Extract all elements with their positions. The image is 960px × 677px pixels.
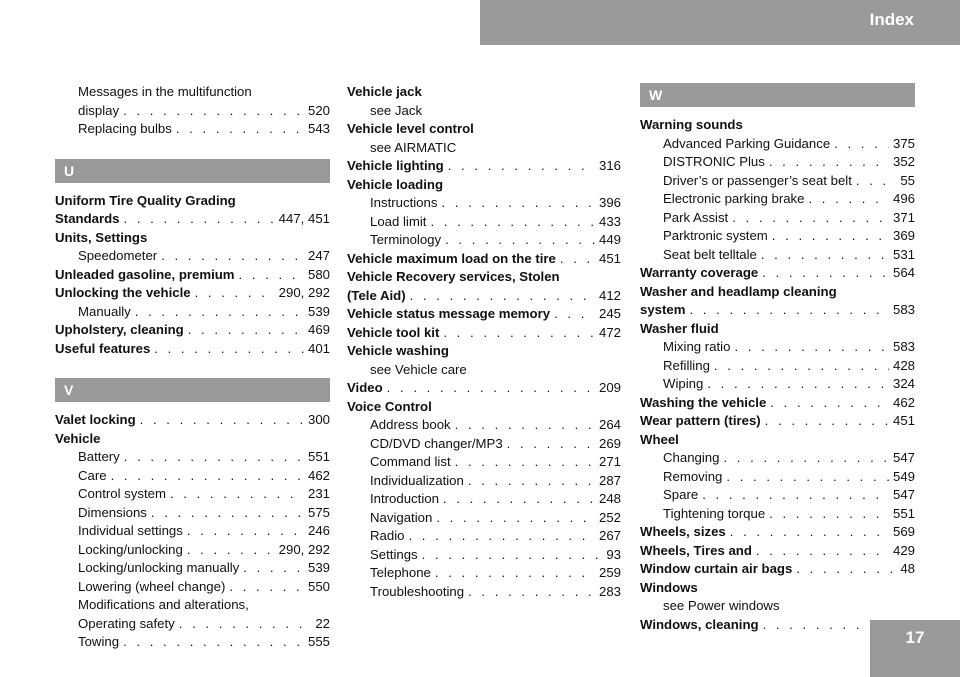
dot-leader: [468, 472, 595, 491]
dot-leader: [187, 541, 275, 560]
index-entry: [347, 83, 621, 102]
index-entry: [640, 523, 915, 542]
entry-label: Settings: [370, 546, 418, 562]
page-reference: 469: [307, 322, 330, 337]
index-column-1: [55, 83, 330, 652]
entry-label: Vehicle loading: [347, 176, 444, 192]
dot-leader: [135, 303, 304, 322]
entry-label: Lowering (wheel change): [78, 578, 226, 594]
page-reference: 271: [598, 454, 621, 469]
dot-leader: [229, 578, 304, 597]
entry-label: DISTRONIC Plus: [663, 154, 765, 169]
dot-leader: [443, 324, 595, 343]
dot-leader: [560, 250, 595, 269]
dot-leader: [170, 485, 304, 504]
entry-label: Unleaded gasoline, premium: [55, 266, 235, 282]
entry-label: Tightening torque: [663, 505, 766, 521]
entry-label: Wheels, Tires and: [640, 542, 752, 558]
page-reference: 48: [900, 561, 915, 576]
entry-label: Dimensions: [78, 504, 147, 520]
dot-leader: [554, 305, 595, 324]
dot-leader: [187, 522, 304, 541]
page-reference: 22: [315, 615, 330, 631]
entry-label: Locking/unlocking: [78, 541, 183, 557]
dot-leader: [769, 153, 889, 172]
index-entry: [347, 287, 621, 306]
entry-label: see Jack: [370, 102, 423, 118]
index-entry: [347, 305, 621, 324]
entry-label: Troubleshooting: [370, 583, 465, 599]
index-column-3: [640, 83, 915, 634]
header-band: [480, 0, 960, 45]
entry-label: Warning sounds: [640, 117, 743, 132]
dot-leader: [734, 338, 889, 357]
dot-leader: [730, 523, 889, 542]
index-subentry: [347, 194, 621, 213]
entry-label: see Power windows: [663, 598, 780, 613]
index-entry: [640, 283, 915, 302]
index-subentry: [640, 505, 915, 524]
dot-leader: [410, 287, 595, 306]
page-number: 17: [905, 628, 925, 647]
dot-leader: [140, 411, 304, 430]
entry-label: Manually: [78, 303, 131, 319]
index-subentry: [640, 227, 915, 246]
dot-leader: [123, 102, 304, 121]
entry-label: Towing: [78, 634, 120, 649]
index-subentry: [55, 102, 330, 121]
dot-leader: [195, 284, 275, 303]
index-subentry: [55, 504, 330, 523]
entry-label: Advanced Parking Guidance: [663, 135, 831, 151]
entry-label: Electronic parking brake: [663, 191, 805, 206]
index-entry: [55, 266, 330, 285]
entry-label: Unlocking the vehicle: [55, 285, 191, 300]
dot-leader: [441, 194, 595, 213]
page-reference: 550: [307, 578, 330, 594]
index-entry: [55, 321, 330, 340]
index-subentry: [347, 435, 621, 454]
dot-leader: [796, 560, 896, 579]
index-entry: [640, 116, 915, 135]
dot-leader: [124, 210, 275, 229]
entry-label: Terminology: [370, 232, 442, 247]
page-reference: 429: [892, 542, 915, 558]
entry-label: Individualization: [370, 472, 464, 488]
dot-leader: [765, 412, 889, 431]
index-subentry: [347, 583, 621, 602]
entry-label: Individual settings: [78, 523, 183, 538]
page-reference: 290, 292: [278, 285, 330, 300]
index-entry: [640, 320, 915, 339]
dot-leader: [468, 583, 595, 602]
entry-label: Refilling: [663, 357, 710, 373]
dot-leader: [455, 416, 595, 435]
section-header-u: U: [55, 159, 330, 183]
entry-label: Warranty coverage: [640, 265, 759, 280]
entry-label: Mixing ratio: [663, 339, 731, 354]
dot-leader: [756, 542, 889, 561]
entry-label: Wheels, sizes: [640, 524, 726, 539]
page-reference: 252: [598, 509, 621, 525]
index-entry: [347, 176, 621, 195]
entry-label: Uniform Tire Quality Grading: [55, 192, 236, 208]
page-reference: 449: [598, 232, 621, 247]
dot-leader: [422, 546, 603, 565]
page-reference: 375: [892, 135, 915, 151]
index-subentry: [640, 172, 915, 191]
index-subentry: [640, 209, 915, 228]
index-subentry: [640, 153, 915, 172]
index-entry: [640, 542, 915, 561]
page-reference: 551: [307, 449, 330, 464]
page-reference: 583: [892, 302, 915, 317]
index-subentry: [347, 564, 621, 583]
entry-label: Instructions: [370, 195, 438, 210]
page-reference: 547: [892, 487, 915, 502]
index-entry: [347, 157, 621, 176]
entry-label: Standards: [55, 211, 120, 226]
entry-label: Speedometer: [78, 248, 158, 263]
index-subentry: [55, 633, 330, 652]
section-header-w: W: [640, 83, 915, 107]
entry-label: Load limit: [370, 213, 427, 229]
entry-label: Command list: [370, 454, 451, 469]
page-reference: 462: [892, 394, 915, 410]
page-reference: 555: [307, 634, 330, 649]
page-reference: 290, 292: [278, 541, 330, 557]
dot-leader: [808, 190, 889, 209]
entry-label: Changing: [663, 450, 720, 465]
index-subentry: [640, 135, 915, 154]
dot-leader: [111, 467, 304, 486]
dot-leader: [154, 340, 304, 359]
index-subentry: [640, 246, 915, 265]
dot-leader: [161, 247, 304, 266]
page-reference: 369: [892, 228, 915, 243]
index-subentry: [640, 468, 915, 487]
entry-label: Battery: [78, 449, 120, 464]
index-subentry: [640, 357, 915, 376]
index-subentry: [347, 102, 621, 121]
dot-leader: [769, 505, 889, 524]
page-reference: 259: [598, 565, 621, 580]
dot-leader: [435, 564, 595, 583]
dot-leader: [151, 504, 304, 523]
index-subentry: [55, 303, 330, 322]
index-subentry: [347, 546, 621, 565]
dot-leader: [243, 559, 304, 578]
dot-leader: [179, 615, 312, 634]
page-reference: 93: [606, 546, 621, 562]
dot-leader: [176, 120, 304, 139]
dot-leader: [702, 486, 889, 505]
dot-leader: [762, 264, 889, 283]
entry-label: Wear pattern (tires): [640, 413, 761, 428]
dot-leader: [408, 527, 595, 546]
dot-leader: [714, 357, 889, 376]
page-reference: 547: [892, 450, 915, 465]
page-reference: 462: [307, 467, 330, 483]
page-reference: 55: [900, 172, 915, 188]
index-subentry: [55, 541, 330, 560]
dot-leader: [856, 172, 896, 191]
entry-label: system: [640, 302, 686, 317]
index-subentry: [347, 139, 621, 158]
index-entry: [347, 250, 621, 269]
index-entry: [55, 210, 330, 229]
index-entry: [347, 268, 621, 287]
entry-label: Vehicle: [55, 430, 101, 446]
entry-label: Valet locking: [55, 412, 136, 427]
index-entry: [347, 120, 621, 139]
page-reference: 531: [892, 246, 915, 262]
index-subentry: [640, 486, 915, 505]
index-entry: [55, 340, 330, 359]
index-entry: [640, 264, 915, 283]
entry-label: Radio: [370, 528, 405, 543]
dot-leader: [726, 468, 889, 487]
index-subentry: [640, 375, 915, 394]
page-reference: 451: [598, 250, 621, 266]
dot-leader: [772, 227, 889, 246]
page-reference: 447, 451: [278, 211, 330, 226]
entry-label: Vehicle washing: [347, 343, 449, 358]
entry-label: Vehicle level control: [347, 121, 474, 136]
dot-leader: [387, 379, 595, 398]
entry-label: Wiping: [663, 376, 704, 391]
dot-leader: [445, 231, 595, 250]
index-entry: [640, 579, 915, 598]
page-reference: 245: [598, 306, 621, 321]
index-subentry: [55, 83, 330, 102]
index-entry: [347, 379, 621, 398]
dot-leader: [123, 633, 304, 652]
page-reference: 300: [307, 412, 330, 427]
dot-leader: [707, 375, 889, 394]
index-entry: [347, 342, 621, 361]
index-entry: [347, 398, 621, 417]
dot-leader: [689, 301, 889, 320]
entry-label: Vehicle Recovery services, Stolen: [347, 269, 560, 284]
index-column-2: [347, 83, 621, 601]
index-subentry: [347, 416, 621, 435]
entry-label: see Vehicle care: [370, 361, 467, 377]
index-subentry: [640, 190, 915, 209]
dot-leader: [723, 449, 889, 468]
page-reference: 564: [892, 265, 915, 280]
entry-label: Seat belt telltale: [663, 246, 757, 262]
index-subentry: [640, 449, 915, 468]
entry-label: Care: [78, 467, 107, 483]
entry-label: Washer fluid: [640, 320, 719, 336]
dot-leader: [188, 321, 304, 340]
page-reference: 539: [307, 560, 330, 575]
page-reference: 433: [598, 213, 621, 229]
index-entry: [55, 229, 330, 248]
index-subentry: [55, 467, 330, 486]
dot-leader: [834, 135, 889, 154]
page-title: Index: [869, 10, 914, 29]
index-subentry: [347, 231, 621, 250]
index-entry: [640, 394, 915, 413]
index-entry: [640, 431, 915, 450]
entry-label: Messages in the multifunction: [78, 84, 252, 99]
entry-label: Units, Settings: [55, 229, 148, 245]
page-reference: 543: [307, 121, 330, 136]
entry-label: Window curtain air bags: [640, 561, 793, 576]
index-subentry: [347, 490, 621, 509]
dot-leader: [436, 509, 595, 528]
index-entry: [55, 411, 330, 430]
entry-label: Voice Control: [347, 398, 432, 414]
entry-label: Telephone: [370, 565, 431, 580]
index-entry: [347, 324, 621, 343]
index-entry: [640, 560, 915, 579]
index-entry: [55, 284, 330, 303]
entry-label: Navigation: [370, 509, 433, 525]
page-reference: 428: [892, 357, 915, 373]
index-entry: [640, 301, 915, 320]
index-subentry: [55, 559, 330, 578]
entry-label: Upholstery, cleaning: [55, 322, 184, 337]
entry-label: Useful features: [55, 340, 151, 356]
index-subentry: [55, 578, 330, 597]
index-subentry: [347, 213, 621, 232]
entry-label: see AIRMATIC: [370, 139, 457, 155]
page-reference: 472: [598, 324, 621, 340]
page-reference: 269: [598, 435, 621, 451]
entry-label: Park Assist: [663, 209, 729, 225]
entry-label: Control system: [78, 486, 166, 501]
page-reference: 267: [598, 528, 621, 543]
index-subentry: [55, 120, 330, 139]
index-subentry: [55, 522, 330, 541]
page-number-box: [870, 620, 960, 677]
dot-leader: [761, 246, 889, 265]
index-subentry: [640, 338, 915, 357]
index-subentry: [640, 597, 915, 616]
entry-label: CD/DVD changer/MP3: [370, 435, 503, 451]
page-reference: 549: [892, 468, 915, 484]
dot-leader: [732, 209, 889, 228]
page-reference: 247: [307, 248, 330, 263]
page-reference: 569: [892, 524, 915, 539]
page-reference: 248: [598, 491, 621, 506]
index-subentry: [347, 472, 621, 491]
entry-label: Windows: [640, 579, 698, 595]
page-reference: 287: [598, 472, 621, 488]
entry-label: Operating safety: [78, 615, 175, 631]
page-reference: 352: [892, 154, 915, 169]
entry-label: Parktronic system: [663, 228, 768, 243]
entry-label: display: [78, 102, 120, 118]
index-subentry: [55, 615, 330, 634]
dot-leader: [124, 448, 304, 467]
page-reference: 575: [307, 504, 330, 520]
entry-label: Removing: [663, 468, 723, 484]
index-subentry: [347, 361, 621, 380]
entry-label: (Tele Aid): [347, 287, 406, 303]
page-reference: 520: [307, 102, 330, 118]
page-reference: 580: [307, 266, 330, 282]
index-subentry: [55, 247, 330, 266]
dot-leader: [239, 266, 304, 285]
page-reference: 401: [307, 340, 330, 356]
dot-leader: [443, 490, 595, 509]
index-subentry: [55, 596, 330, 615]
page-reference: 496: [892, 191, 915, 206]
entry-label: Replacing bulbs: [78, 121, 172, 136]
entry-label: Washer and headlamp cleaning: [640, 283, 837, 299]
page-reference: 209: [598, 380, 621, 395]
entry-label: Modifications and alterations,: [78, 597, 249, 612]
dot-leader: [770, 394, 889, 413]
page-reference: 264: [598, 417, 621, 432]
page-reference: 412: [598, 287, 621, 303]
entry-label: Spare: [663, 487, 699, 502]
entry-label: Vehicle tool kit: [347, 324, 440, 340]
page-reference: 451: [892, 413, 915, 428]
page-reference: 396: [598, 195, 621, 210]
page-reference: 583: [892, 339, 915, 354]
index-entry: [55, 430, 330, 449]
entry-label: Wheel: [640, 431, 679, 447]
entry-label: Windows, cleaning: [640, 616, 759, 632]
entry-label: Locking/unlocking manually: [78, 560, 240, 575]
entry-label: Washing the vehicle: [640, 394, 767, 410]
dot-leader: [507, 435, 595, 454]
page-reference: 231: [307, 486, 330, 501]
entry-label: Vehicle status message memory: [347, 306, 551, 321]
index-subentry: [347, 527, 621, 546]
section-header-v: V: [55, 378, 330, 402]
page-reference: 539: [307, 303, 330, 319]
index-subentry: [55, 485, 330, 504]
page-reference: 283: [598, 583, 621, 599]
page-reference: 324: [892, 376, 915, 391]
entry-label: Vehicle maximum load on the tire: [347, 250, 556, 266]
page-reference: 371: [892, 209, 915, 225]
dot-leader: [430, 213, 595, 232]
page-reference: 551: [892, 505, 915, 521]
entry-label: Vehicle lighting: [347, 158, 444, 173]
entry-label: Video: [347, 380, 383, 395]
index-subentry: [55, 448, 330, 467]
page-reference: 316: [598, 158, 621, 173]
entry-label: Vehicle jack: [347, 84, 422, 99]
entry-label: Address book: [370, 417, 451, 432]
dot-leader: [448, 157, 595, 176]
index-entry: [640, 412, 915, 431]
index-subentry: [347, 453, 621, 472]
page-reference: 246: [307, 523, 330, 538]
index-entry: [55, 192, 330, 211]
dot-leader: [455, 453, 595, 472]
entry-label: Driver’s or passenger’s seat belt: [663, 172, 852, 188]
index-subentry: [347, 509, 621, 528]
entry-label: Introduction: [370, 491, 439, 506]
